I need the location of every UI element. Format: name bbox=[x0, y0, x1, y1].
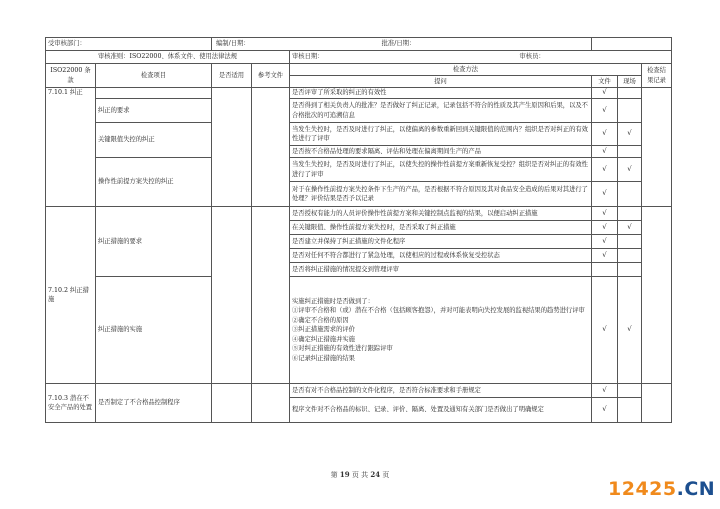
audit-date-label: 审核日期： bbox=[292, 53, 324, 61]
col-file: 文件 bbox=[592, 76, 618, 88]
audit-date-auditor bbox=[290, 51, 672, 64]
col-reference: 参考文件 bbox=[252, 64, 290, 88]
question-cell: 是否得到了相关负责人的批准？是否做好了纠正记录，记录包括不符合的性质及其产生原因和后果，以及不合格批次的可追溯信息 bbox=[290, 99, 592, 123]
site-check bbox=[618, 263, 642, 277]
question-cell: 是否授权有能力的人员评价操作性前提方案和关键控制点监视的结果，以便启动纠正措施 bbox=[290, 207, 592, 221]
reference-cell bbox=[252, 207, 290, 384]
question-cell: 在关键限值、操作性前提方案失控时，是否采取了纠正措施 bbox=[290, 221, 592, 235]
col-applicable: 是否适用 bbox=[212, 64, 252, 88]
audited-dept-label: 受审核部门： bbox=[46, 38, 212, 51]
audit-checklist-table bbox=[45, 37, 672, 423]
item-cell: 纠正措施的要求 bbox=[96, 207, 212, 277]
question-cell: 实施纠正措施时是否做到了： ①评审不合格和（或）潜在不合格（包括顾客抱怨），并对可能表明向失控发展的监视结果的趋势进行评审 ②确定不合格的原因 ③纠正措施需求的评价 ④确定纠正措施并实施 ⑤对纠正措施的有效性进行跟踪评审 ⑥记录纠正措施的结果 bbox=[290, 277, 592, 384]
table-row bbox=[46, 207, 672, 221]
approved-date-label: 批准/日期： bbox=[381, 40, 416, 48]
site-check bbox=[618, 249, 642, 263]
header-row-1 bbox=[46, 38, 672, 51]
auditor-label: 审核员： bbox=[519, 53, 545, 61]
reference-cell bbox=[252, 88, 290, 207]
item-cell: 纠正的要求 bbox=[96, 99, 212, 123]
file-check: √ bbox=[592, 158, 618, 182]
site-check: √ bbox=[618, 123, 642, 146]
file-check: √ bbox=[592, 207, 618, 221]
question-cell: 是否有对不合格品控制的文件化程序，是否符合标准要求和手册规定 bbox=[290, 384, 592, 398]
applicable-cell bbox=[212, 88, 252, 207]
file-check: √ bbox=[592, 384, 618, 398]
question-cell: 对于在操作性前提方案失控条件下生产的产品，是否根据不符合原因及其对食品安全造成的后果对其进行了处理？评价结果是否予以记录 bbox=[290, 182, 592, 207]
site-check: √ bbox=[618, 221, 642, 235]
result-cell bbox=[642, 88, 672, 207]
table-row bbox=[46, 99, 672, 123]
col-item: 检查项目 bbox=[96, 64, 212, 88]
site-check: √ bbox=[618, 158, 642, 182]
question-cell: 是否建立并保持了纠正措施的文件化程序 bbox=[290, 235, 592, 249]
col-question: 提问 bbox=[290, 76, 592, 88]
site-check bbox=[618, 99, 642, 123]
file-check: √ bbox=[592, 221, 618, 235]
watermark-domain: .CN bbox=[676, 478, 716, 500]
question-cell: 是否对任何不符合都进行了紧急处理，以使相应的过程或体系恢复受控状态 bbox=[290, 249, 592, 263]
table-row bbox=[46, 88, 672, 99]
file-check: √ bbox=[592, 249, 618, 263]
item-cell bbox=[96, 88, 212, 99]
audit-criteria-label: 审核准则：ISO22000、体系文件、使用法律法规 bbox=[46, 51, 290, 64]
header-blank-cell bbox=[592, 38, 672, 51]
applicable-cell bbox=[212, 384, 252, 423]
watermark-logo bbox=[608, 478, 715, 500]
site-check bbox=[618, 384, 642, 398]
col-result: 检查结果记录 bbox=[642, 64, 672, 88]
site-check bbox=[618, 88, 642, 99]
page-total: 24 bbox=[370, 470, 381, 479]
file-check bbox=[592, 263, 618, 277]
item-cell: 纠正措施的实施 bbox=[96, 277, 212, 384]
table-row bbox=[46, 158, 672, 182]
table-row bbox=[46, 277, 672, 384]
footer-prefix: 第 bbox=[330, 471, 338, 479]
applicable-cell bbox=[212, 207, 252, 384]
question-cell: 是否评审了所采取的纠正的有效性 bbox=[290, 88, 592, 99]
question-cell: 当发生失控时，是否及时进行了纠正，以使偏离的参数重新回到关键限值的范围内？组织是否对纠正的有效性进行了评审 bbox=[290, 123, 592, 146]
file-check: √ bbox=[592, 146, 618, 158]
site-check bbox=[618, 182, 642, 207]
clause-cell: 7.10.2 纠正措施 bbox=[46, 207, 96, 384]
result-cell bbox=[642, 384, 672, 423]
site-check bbox=[618, 398, 642, 423]
question-cell: 当发生失控时，是否及时进行了纠正，以使失控的操作性前提方案重新恢复受控？组织是否对纠正的有效性进行了评审 bbox=[290, 158, 592, 182]
site-check: √ bbox=[618, 277, 642, 384]
item-cell: 操作性前提方案失控的纠正 bbox=[96, 158, 212, 207]
compiled-date-label: 编制/日期： 批准/日期： bbox=[212, 38, 592, 51]
item-cell: 关键限值失控的纠正 bbox=[96, 123, 212, 158]
site-check bbox=[618, 146, 642, 158]
table-row bbox=[46, 384, 672, 398]
item-cell: 是否制定了不合格品控制程序 bbox=[96, 384, 212, 423]
col-site: 现场 bbox=[618, 76, 642, 88]
column-header-row-1 bbox=[46, 64, 672, 76]
question-cell: 是否将纠正措施的情况提交到管理评审 bbox=[290, 263, 592, 277]
file-check: √ bbox=[592, 88, 618, 99]
file-check: √ bbox=[592, 99, 618, 123]
footer-suffix: 页 bbox=[382, 471, 390, 479]
page-number: 19 bbox=[339, 470, 350, 479]
file-check: √ bbox=[592, 182, 618, 207]
question-cell: 是否按不合格品处理的要求隔离、评估和处理在偏离期间生产的产品 bbox=[290, 146, 592, 158]
col-method: 检查方法 bbox=[290, 64, 642, 76]
clause-cell: 7.10.1 纠正 bbox=[46, 88, 96, 207]
file-check: √ bbox=[592, 277, 618, 384]
file-check: √ bbox=[592, 398, 618, 423]
question-cell: 程序文件对不合格品的标识、记录、评价、隔离、处置及通知有关部门是否做出了明确规定 bbox=[290, 398, 592, 423]
table-row bbox=[46, 123, 672, 146]
reference-cell bbox=[252, 384, 290, 423]
header-row-2 bbox=[46, 51, 672, 64]
site-check bbox=[618, 207, 642, 221]
result-cell bbox=[642, 207, 672, 384]
footer-mid: 页 共 bbox=[351, 471, 369, 479]
clause-cell: 7.10.3 潜在不安全产品的处置 bbox=[46, 384, 96, 423]
col-clause: ISO22000 条款 bbox=[46, 64, 96, 88]
file-check: √ bbox=[592, 123, 618, 146]
site-check bbox=[618, 235, 642, 249]
watermark-number: 12425 bbox=[608, 478, 677, 500]
file-check: √ bbox=[592, 235, 618, 249]
